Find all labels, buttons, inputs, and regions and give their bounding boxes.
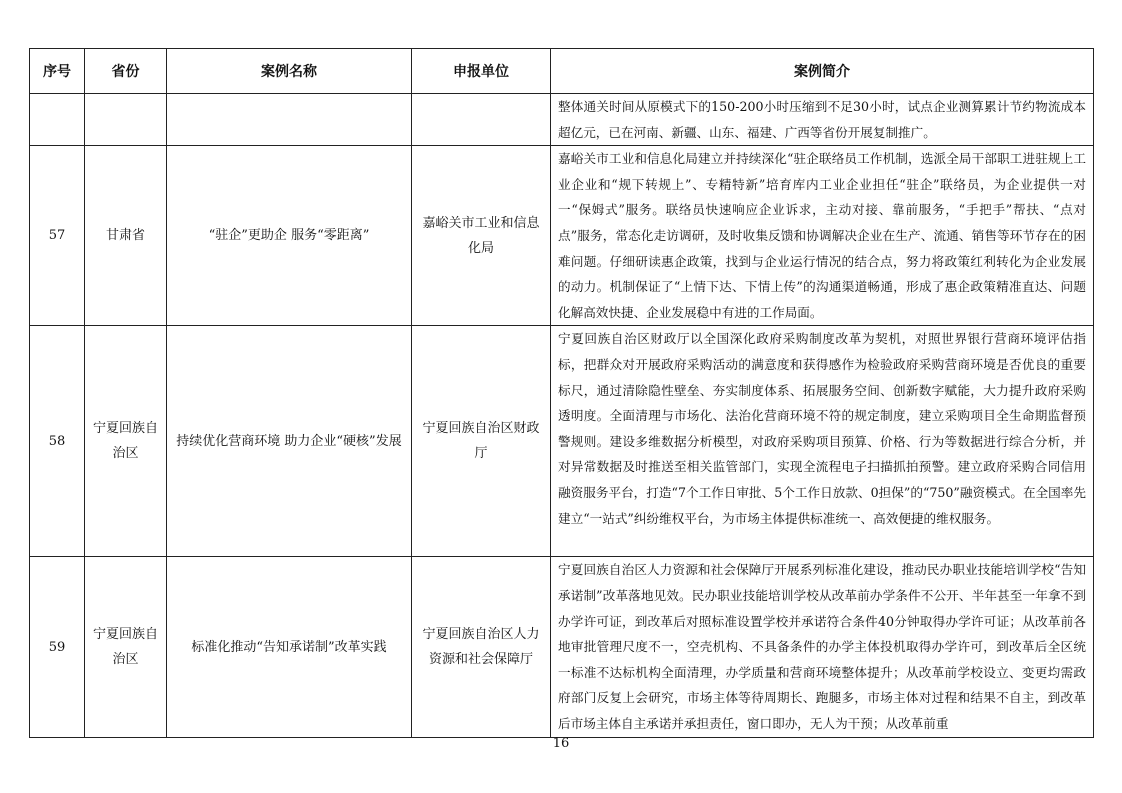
cell-province: 甘肃省 xyxy=(85,146,167,326)
header-row xyxy=(30,49,1094,94)
table-row xyxy=(30,557,1094,738)
cell-case-name: 标准化推动“告知承诺制”改革实践 xyxy=(167,557,412,738)
header-unit: 申报单位 xyxy=(412,49,551,94)
table-row xyxy=(30,326,1094,557)
cell-seq: 57 xyxy=(30,146,85,326)
cell-summary: 嘉峪关市工业和信息化局建立并持续深化“驻企联络员工作机制，选派全局干部职工进驻规上工业企业和“规下转规上”、专精特新”培育库内工业企业担任“驻企”联络员，为企业提供一对一“保姆式”服务。联络员快速响应企业诉求，主动对接、靠前服务，“手把手”帮扶、“点对点”服务，常态化走访调研，及时收集反馈和协调解决企业在生产、流通、销售等环节存在的困难问题。仔细研读惠企政策，找到与企业运行情况的结合点，努力将政策红利转化为企业发展的动力。机制保证了“上情下达、下情上传”的沟通渠道畅通，形成了惠企政策精准直达、问题化解高效快捷、企业发展稳中有进的工作局面。 xyxy=(551,146,1094,326)
cell-province: 宁夏回族自治区 xyxy=(85,326,167,557)
cell-province: 宁夏回族自治区 xyxy=(85,557,167,738)
cell-unit: 嘉峪关市工业和信息化局 xyxy=(412,146,551,326)
cell-case-name xyxy=(167,94,412,146)
cell-summary: 整体通关时间从原模式下的150-200小时压缩到不足30小时，试点企业测算累计节约物流成本超亿元，已在河南、新疆、山东、福建、广西等省份开展复制推广。 xyxy=(551,94,1094,146)
cell-unit xyxy=(412,94,551,146)
header-case-name: 案例名称 xyxy=(167,49,412,94)
case-table xyxy=(29,48,1094,738)
table-row xyxy=(30,146,1094,326)
cell-province xyxy=(85,94,167,146)
cell-seq: 59 xyxy=(30,557,85,738)
cell-seq xyxy=(30,94,85,146)
cell-unit: 宁夏回族自治区财政厅 xyxy=(412,326,551,557)
cell-summary: 宁夏回族自治区人力资源和社会保障厅开展系列标准化建设，推动民办职业技能培训学校“告知承诺制”改革落地见效。民办职业技能培训学校从改革前办学条件不公开、半年甚至一年拿不到办学许可证，到改革后对照标准设置学校并承诺符合条件40分钟取得办学许可证；从改革前各地审批管理尺度不一，空壳机构、不具备条件的办学主体投机取得办学许可，到改革后全区统一标准不达标机构全面清理，办学质量和营商环境整体提升；从改革前学校设立、变更均需政府部门反复上会研究，市场主体等待周期长、跑腿多，市场主体对过程和结果不自主，到改革后市场主体自主承诺并承担责任，窗口即办，无人为干预；从改革前重 xyxy=(551,557,1094,738)
table-row xyxy=(30,94,1094,146)
cell-summary: 宁夏回族自治区财政厅以全国深化政府采购制度改革为契机，对照世界银行营商环境评估指标，把群众对开展政府采购活动的满意度和获得感作为检验政府采购营商环境是否优良的重要标尺，通过清除隐性壁垒、夯实制度体系、拓展服务空间、创新数字赋能，大力提升政府采购透明度。全面清理与市场化、法治化营商环境不符的规定制度，建立采购项目全生命期监督预警规则。建设多维数据分析模型，对政府采购项目预算、价格、行为等数据进行综合分析，并对异常数据及时推送至相关监管部门，实现全流程电子扫描抓拍预警。建立政府采购合同信用融资服务平台，打造“7个工作日审批、5个工作日放款、0担保”的“750”融资模式。在全国率先建立“一站式”纠纷维权平台，为市场主体提供标准统一、高效便捷的维权服务。 xyxy=(551,326,1094,557)
header-seq: 序号 xyxy=(30,49,85,94)
cell-unit: 宁夏回族自治区人力资源和社会保障厅 xyxy=(412,557,551,738)
header-summary: 案例简介 xyxy=(551,49,1094,94)
header-province: 省份 xyxy=(85,49,167,94)
page-number: 16 xyxy=(552,736,570,751)
cell-seq: 58 xyxy=(30,326,85,557)
cell-case-name: “驻企”更助企 服务“零距离” xyxy=(167,146,412,326)
cell-case-name: 持续优化营商环境 助力企业“硬核”发展 xyxy=(167,326,412,557)
